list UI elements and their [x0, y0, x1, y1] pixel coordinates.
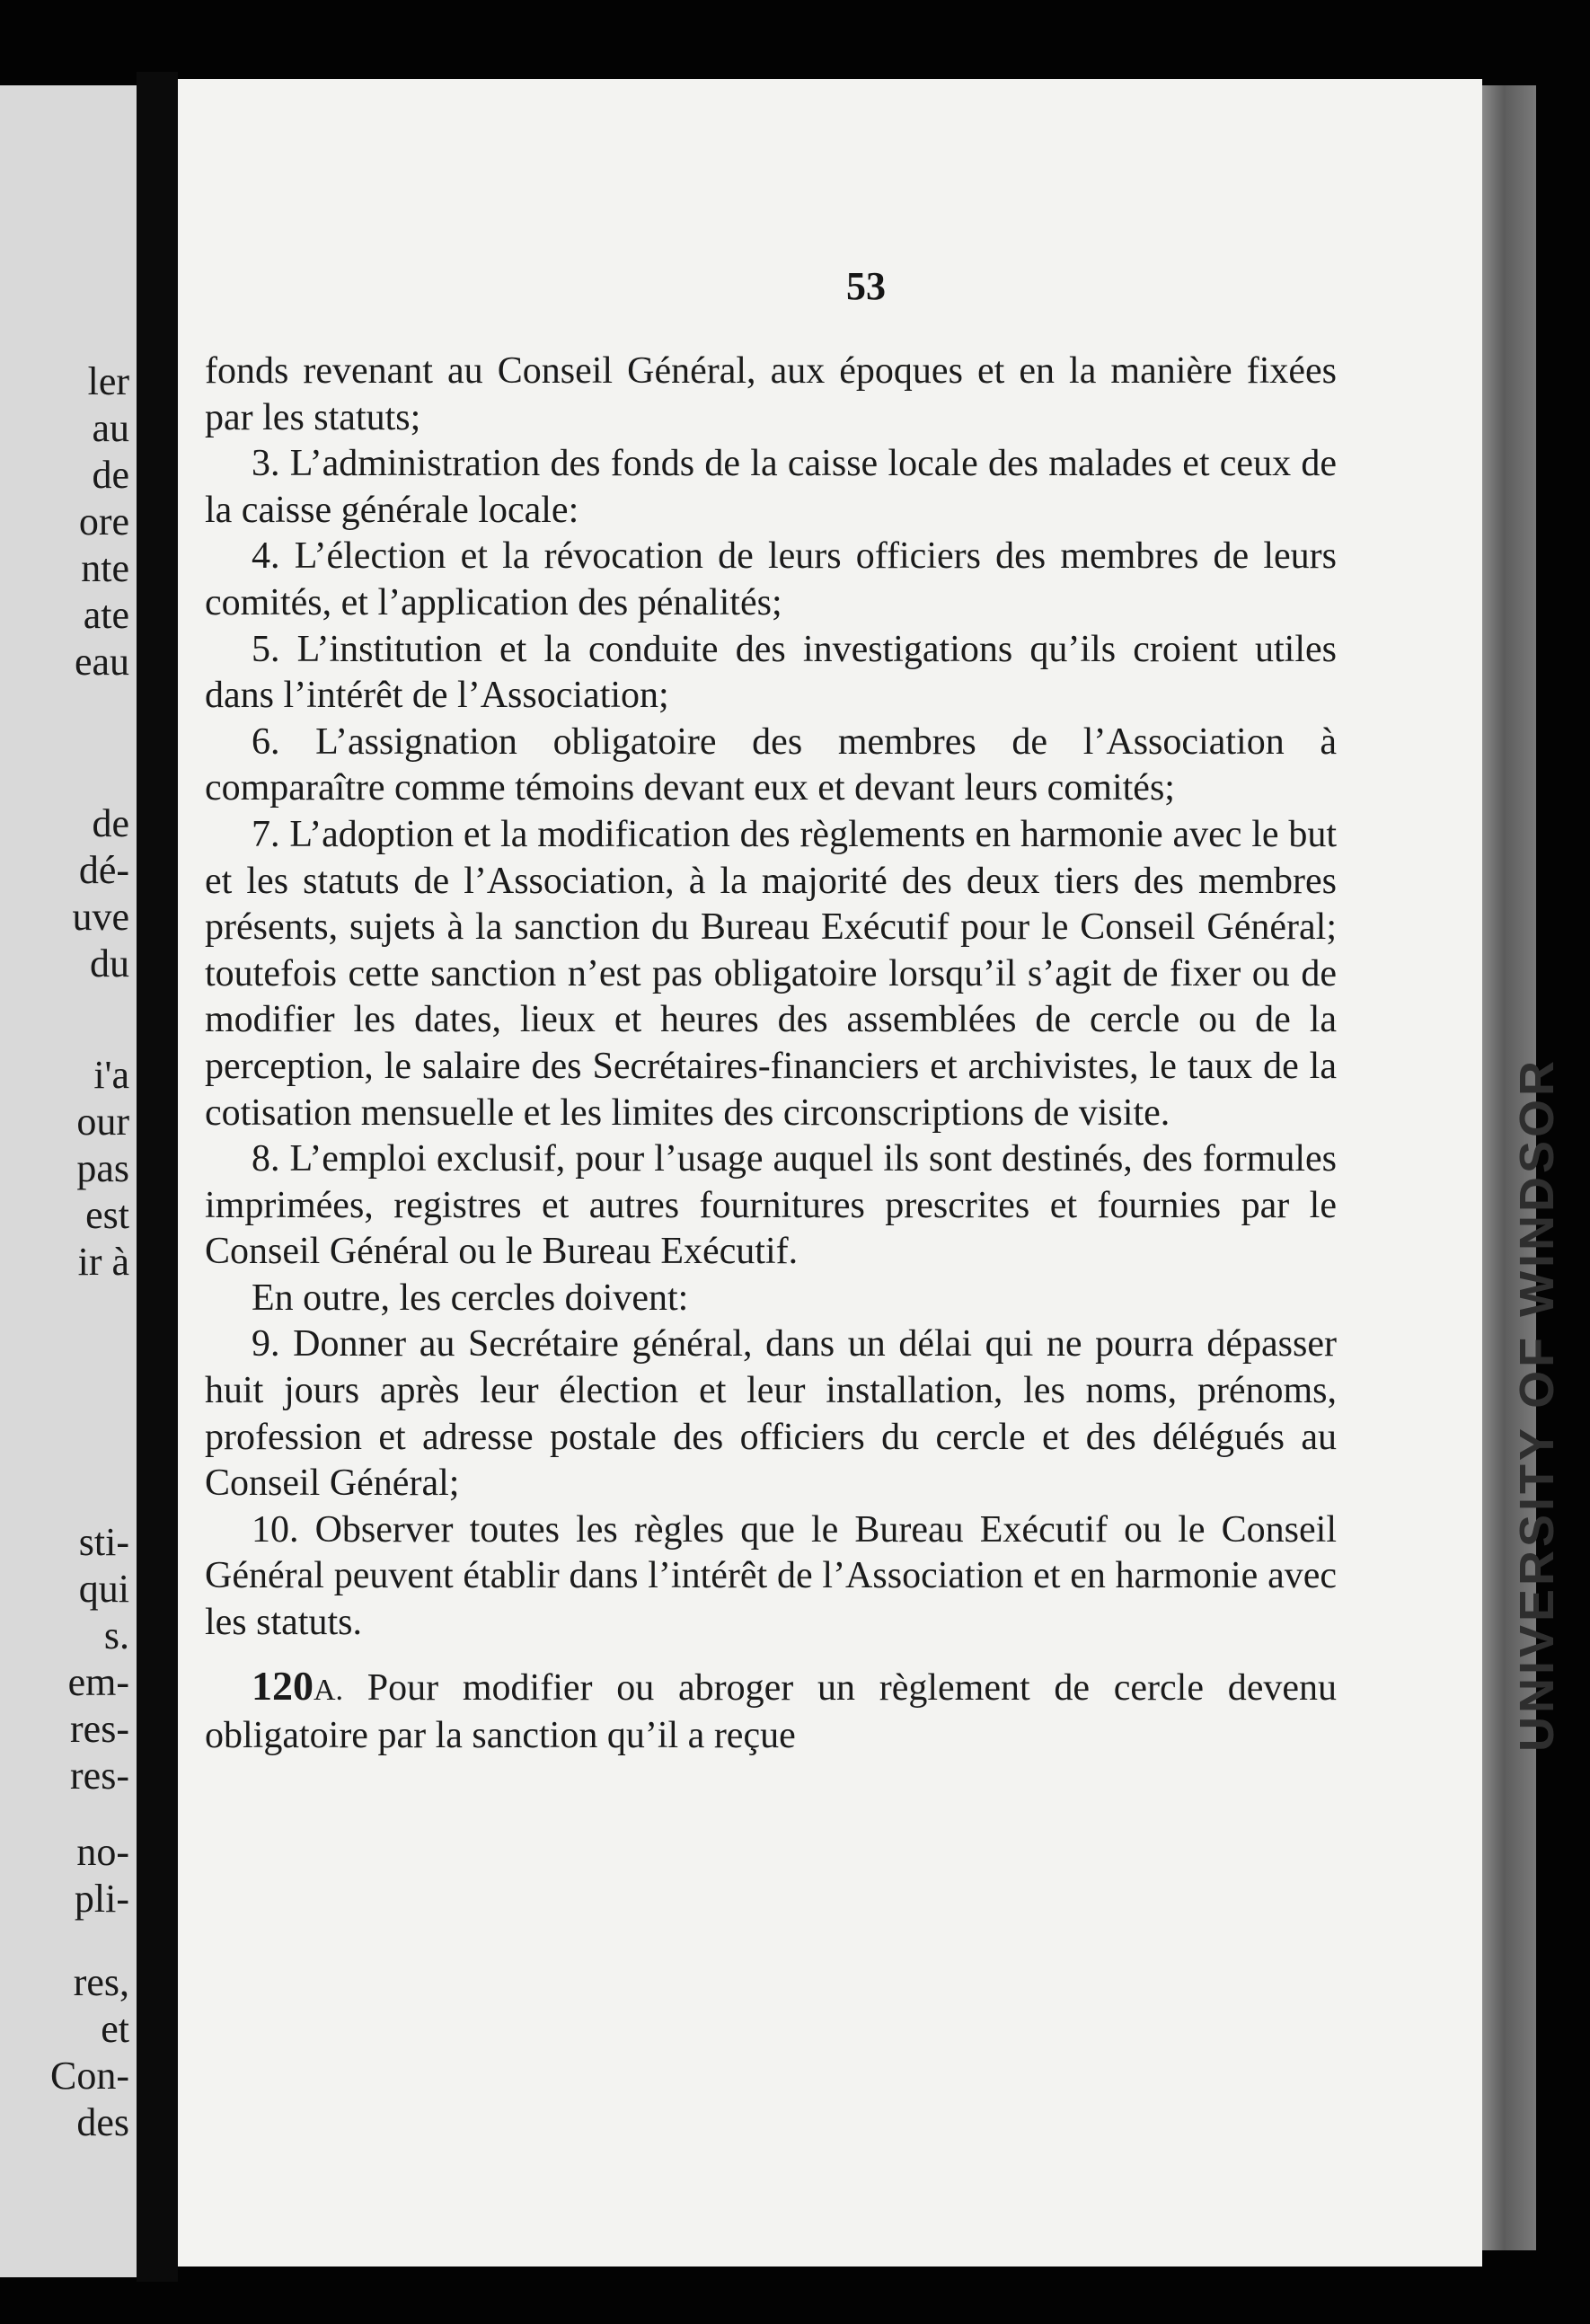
left-fragment: Con-	[50, 2054, 129, 2098]
left-fragment: de	[92, 801, 129, 845]
left-fragment: qui	[78, 1567, 129, 1611]
left-fragment: ir à	[77, 1240, 129, 1284]
left-fragment: pas	[76, 1146, 129, 1190]
article-number: 120	[252, 1662, 314, 1709]
book-gutter	[137, 72, 178, 2282]
left-fragment: em-	[67, 1660, 129, 1704]
left-page-strip	[0, 85, 137, 2277]
left-fragment: des	[76, 2100, 129, 2144]
left-fragment: et	[101, 2007, 129, 2051]
left-fragment: s.	[103, 1613, 129, 1657]
left-fragment: our	[76, 1100, 129, 1144]
left-fragment: eau	[74, 640, 129, 684]
list-item: 4. L’élection et la révocation de leurs officiers des membres de leurs comités, et l’application des pénalités;	[205, 535, 1337, 623]
left-fragment: au	[92, 406, 129, 450]
list-item: 10. Observer toutes les règles que le Bureau Exécutif ou le Conseil Général peuvent établir dans l’intérêt de l’Association et en harmonie avec les statuts.	[205, 1508, 1337, 1644]
left-fragment: res-	[70, 1707, 129, 1751]
left-fragment: i'a	[93, 1053, 129, 1097]
left-fragment: du	[90, 941, 129, 985]
list-item: 8. L’emploi exclusif, pour l’usage auquel ils sont destinés, des formules imprimées, registres et autres fournitures prescrites et fournies par le Conseil Général ou le Bureau Exécutif.	[205, 1138, 1337, 1273]
list-item: 6. L’assignation obligatoire des membres de l’Association à comparaître comme témoins devant eux et devant leurs comités;	[205, 720, 1337, 809]
left-fragment: dé-	[78, 848, 129, 892]
left-fragment: pli-	[74, 1877, 129, 1921]
body-text	[205, 349, 1337, 1760]
left-fragment: est	[85, 1193, 129, 1237]
paragraph-continuation: fonds revenant au Conseil Général, aux époques et en la manière fixées par les statuts;	[205, 350, 1337, 438]
left-fragment: sti-	[78, 1520, 129, 1564]
list-item: 9. Donner au Secrétaire général, dans un délai qui ne pourra dépasser huit jours après leur élection et leur installation, les noms, prénoms, profession et adresse postale des officiers du cercle et des délégués au Conseil Général;	[205, 1323, 1337, 1505]
article-text: Pour modifier ou abroger un règlement de cercle devenu obligatoire par la sanction qu’il a reçue	[205, 1666, 1337, 1757]
left-fragment: no-	[76, 1830, 129, 1874]
book-page	[178, 79, 1482, 2267]
left-fragment: res,	[73, 1960, 129, 2004]
paragraph-intro: En outre, les cercles doivent:	[252, 1277, 689, 1319]
article-suffix: A.	[314, 1673, 344, 1707]
left-fragment: ler	[87, 359, 129, 403]
page-number: 53	[846, 264, 886, 308]
list-item: 7. L’adoption et la modification des règlements en harmonie avec le but et les statuts de l’Association, à la majorité des deux tiers des membres présents, sujets à la sanction du Bureau Exécutif pour le Conseil Général; toutefois cette sanction n’est pas obligatoire lorsqu’il s’agit de fixer ou de modifier les dates, lieux et heures des assemblées de cercle ou de la perception, le salaire des Secrétaires-financiers et archivistes, le taux de la cotisation mensuelle et les limites des circonscriptions de visite.	[205, 813, 1337, 1134]
left-fragment: ate	[83, 593, 129, 637]
article-paragraph	[205, 1663, 1337, 1760]
left-fragment: res-	[70, 1754, 129, 1798]
left-fragment: ore	[78, 499, 129, 543]
left-fragment: de	[92, 453, 129, 497]
list-item: 3. L’administration des fonds de la caisse locale des malades et ceux de la caisse générale locale:	[205, 443, 1337, 531]
left-fragment: uve	[72, 895, 129, 939]
library-stamp: UNIVERSITY OF WINDSOR	[1510, 1056, 1564, 1752]
left-fragment: nte	[81, 546, 129, 590]
list-item: 5. L’institution et la conduite des investigations qu’ils croient utiles dans l’intérêt de l’Association;	[205, 628, 1337, 717]
